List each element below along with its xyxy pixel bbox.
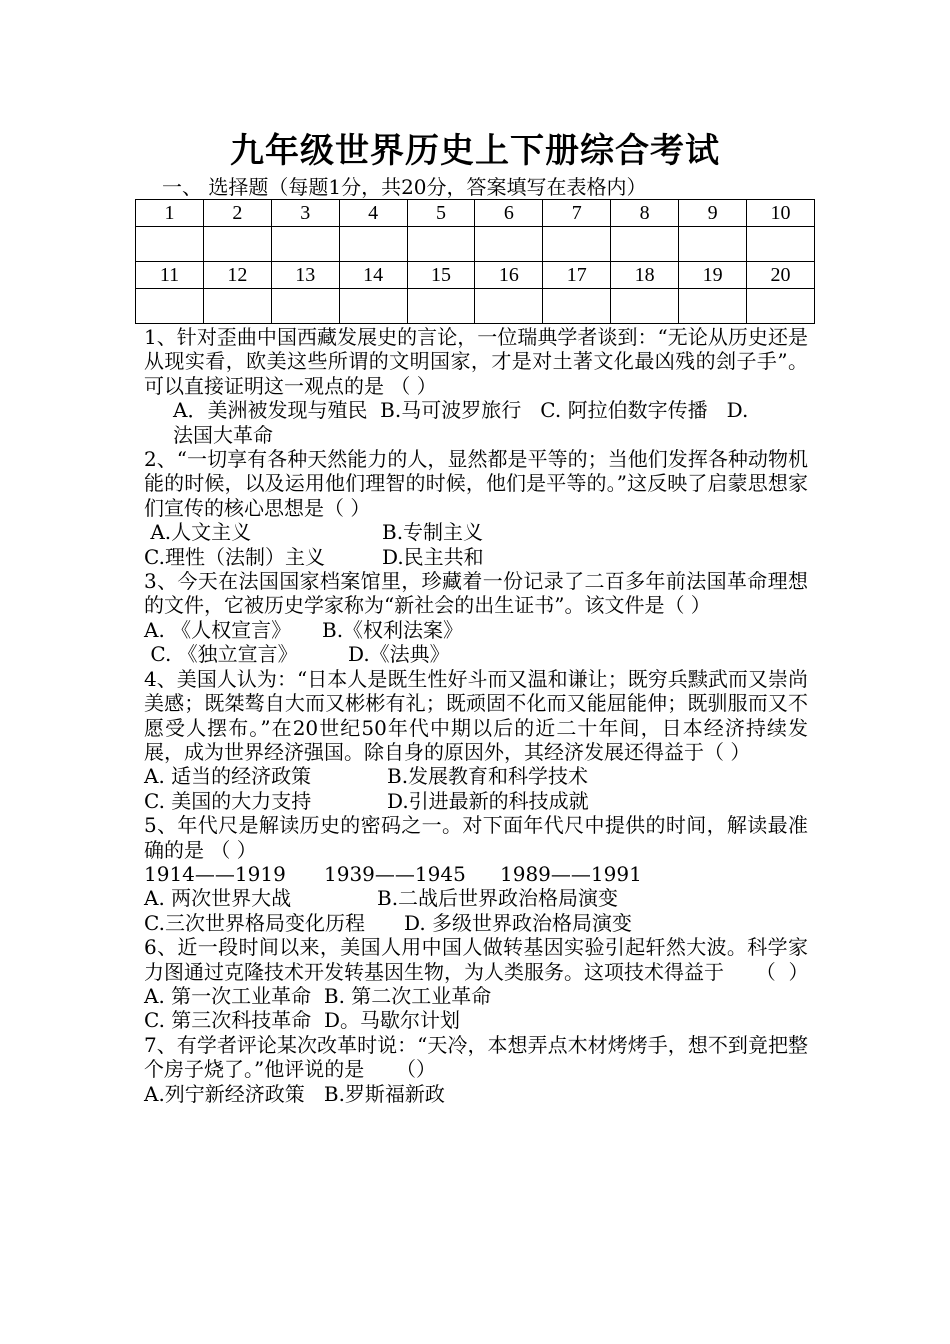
answer-table-header-row [136,262,815,289]
answer-cell[interactable] [136,227,204,262]
option-a: A. 《人权宣言》 [144,617,292,642]
answer-cell[interactable] [611,227,679,262]
answer-cell[interactable] [475,227,543,262]
option-d: D.《法典》 [348,642,450,667]
option-c: C.三次世界格局变化历程 [144,910,365,935]
question-6-options-ab: A. 第一次工业革命 B. 第二次工业革命 [144,983,492,1008]
question-4-options-cd [144,789,808,813]
option-b: B.发展教育和科学技术 [387,764,589,789]
question-number-cell: 17 [543,262,611,289]
question-6-options-cd: C. 第三次科技革命 D。马歇尔计划 [144,1008,461,1033]
option-d: D.引进最新的科技成就 [387,788,589,813]
answer-cell[interactable] [747,289,815,324]
question-number-cell: 19 [679,262,747,289]
question-3-stem: 3、今天在法国国家档案馆里，珍藏着一份记录了二百多年前法国革命理想的文件，它被历史学家称为“新社会的出生证书”。该文件是（ ） [144,569,808,618]
question-number-cell: 1 [136,200,204,227]
option-d: D. 多级世界政治格局演变 [404,910,633,935]
answer-cell[interactable] [679,227,747,262]
question-number-cell: 9 [679,200,747,227]
question-3-options-ab [144,618,808,642]
option-b: B.专制主义 [382,520,484,545]
option-a: A. 两次世界大战 [144,886,292,911]
question-1-stem: 1、针对歪曲中国西藏发展史的言论，一位瑞典学者谈到：“无论从历史还是从现实看，欧美这些所谓的文明国家，才是对土著文化最凶残的刽子手”。可以直接证明这一观点的是 （ ） [144,325,808,398]
option-c: C. 美国的大力支持 [144,788,312,813]
answer-row [136,289,815,324]
option-b: B.《权利法案》 [322,617,464,642]
question-number-cell: 12 [203,262,271,289]
exam-title: 九年级世界历史上下册综合考试 [230,131,720,171]
answer-cell[interactable] [679,289,747,324]
answer-cell[interactable] [203,289,271,324]
question-number-cell: 6 [475,200,543,227]
timeline-period-3: 1989——1991 [500,861,642,886]
question-number-cell: 14 [339,262,407,289]
question-1-options-cont: 法国大革命 [173,422,273,447]
answer-cell[interactable] [407,227,475,262]
question-number-cell: 13 [271,262,339,289]
answer-row [136,227,815,262]
answer-cell[interactable] [475,289,543,324]
question-2-stem: 2、“一切享有各种天然能力的人，显然都是平等的；当他们发挥各种动物机能的时候，以及运用他们理智的时候，他们是平等的。”这反映了启蒙思想家们宣传的核心思想是（ ） [144,447,808,520]
option-c: C.理性（法制）主义 [144,544,325,569]
question-number-cell: 11 [136,262,204,289]
answer-cell[interactable] [407,289,475,324]
question-5-options-ab [144,886,808,910]
answer-cell[interactable] [339,227,407,262]
question-5-timeline [144,862,808,886]
option-a: A. 适当的经济政策 [144,764,312,789]
question-5-stem: 5、年代尺是解读历史的密码之一。对下面年代尺中提供的时间，解读最准确的是 （ ） [144,813,808,862]
question-number-cell: 20 [747,262,815,289]
question-2-options-cd [144,545,808,569]
option-b: B.二战后世界政治格局演变 [377,886,619,911]
question-number-cell: 15 [407,262,475,289]
answer-cell[interactable] [271,289,339,324]
answer-cell[interactable] [271,227,339,262]
section-heading: 一、 选择题（每题1分，共20分，答案填写在表格内） [162,175,647,199]
question-7-options-ab: A.列宁新经济政策 B.罗斯福新政 [144,1081,445,1106]
question-1-options: A．美洲被发现与殖民 B.马可波罗旅行 C. 阿拉伯数字传播 D. [173,398,749,423]
timeline-period-2: 1939——1945 [324,861,466,886]
answer-cell[interactable] [543,289,611,324]
question-number-cell: 5 [407,200,475,227]
question-number-cell: 10 [747,200,815,227]
option-a: A.人文主义 [144,520,252,545]
question-7-stem: 7、有学者评论某次改革时说：“天冷，本想弄点木材烤烤手，想不到竟把整个房子烧了。”他评说的是 （） [144,1032,808,1082]
answer-cell[interactable] [339,289,407,324]
question-number-cell: 2 [203,200,271,227]
question-4-stem: 4、美国人认为：“日本人是既生性好斗而又温和谦让；既穷兵黩武而又崇尚美感；既桀骜自大而又彬彬有礼；既顽固不化而又能屈能伸；既驯服而又不愿受人摆布。”在20世纪50年代中期以后的近二十年间，日本经济持续发展，成为世界经济强国。除自身的原因外，其经济发展还得益于（ ） [144,666,808,764]
question-4-options-ab [144,764,808,788]
answer-cell[interactable] [203,227,271,262]
question-5-options-cd [144,911,808,935]
question-6-stem: 6、近一段时间以来，美国人用中国人做转基因实验引起轩然大波。科学家力图通过克隆技术开发转基因生物，为人类服务。这项技术得益于 （ ） [144,935,809,984]
option-d: D.民主共和 [382,544,484,569]
question-number-cell: 18 [611,262,679,289]
question-number-cell: 16 [475,262,543,289]
question-number-cell: 8 [611,200,679,227]
question-number-cell: 4 [339,200,407,227]
answer-table-header-row [136,200,815,227]
answer-cell[interactable] [543,227,611,262]
questions [144,325,808,1106]
answer-cell[interactable] [136,289,204,324]
question-number-cell: 3 [271,200,339,227]
timeline-period-1: 1914——1919 [144,861,286,886]
option-c: C. 《独立宣言》 [144,642,298,667]
answer-cell[interactable] [611,289,679,324]
question-2-options-ab [144,520,808,544]
question-number-cell: 7 [543,200,611,227]
answer-table [135,199,815,324]
question-3-options-cd [144,642,808,666]
answer-cell[interactable] [747,227,815,262]
